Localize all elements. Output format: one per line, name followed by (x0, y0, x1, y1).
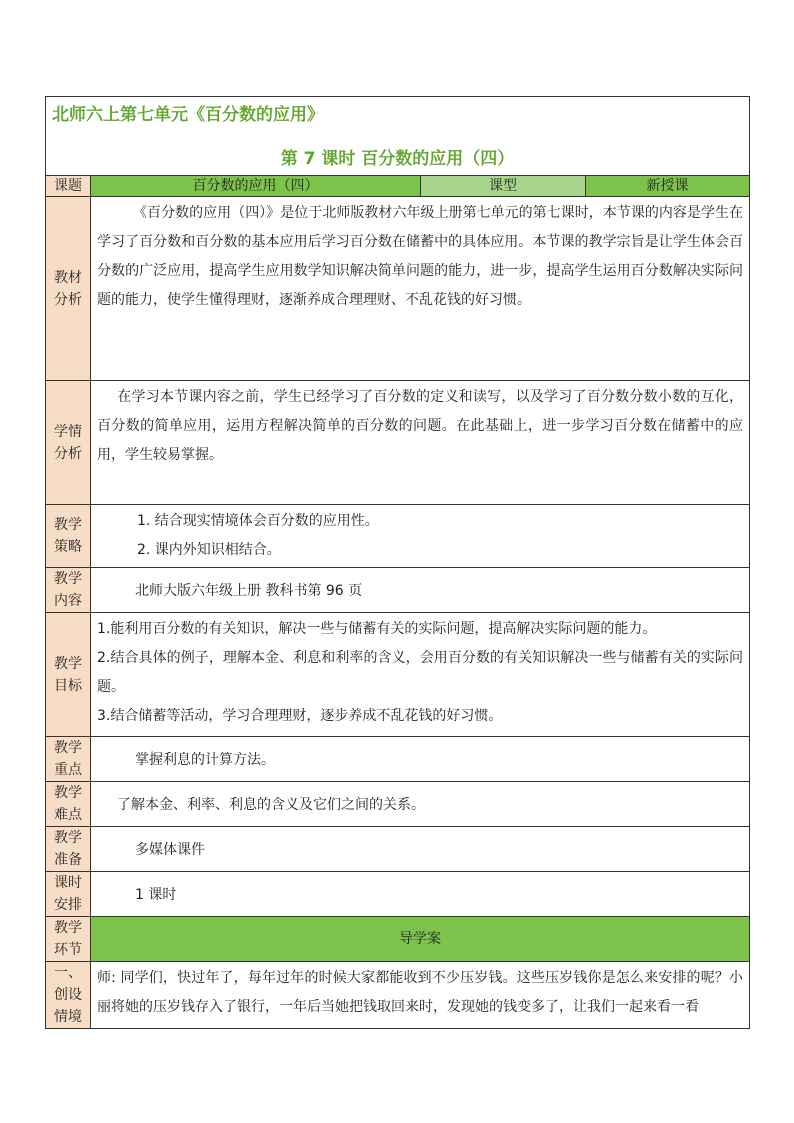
preparation-text: 多媒体课件 (135, 841, 205, 858)
strategy-row (46, 505, 750, 568)
student-analysis-label: 学情分析 (46, 381, 91, 505)
step1-row (46, 962, 750, 1029)
type-value: 新授课 (586, 176, 750, 197)
schedule-row (46, 872, 750, 917)
goals-label: 教学目标 (46, 613, 91, 737)
type-label: 课型 (421, 176, 586, 197)
lesson-title: 第 7 课时 百分数的应用（四） (280, 149, 515, 169)
textbook-analysis-label: 教材分析 (46, 197, 91, 381)
key-points-text: 掌握利息的计算方法。 (135, 751, 275, 768)
preparation-row (46, 827, 750, 872)
schedule-text: 1 课时 (135, 886, 177, 903)
goal-item: 2.结合具体的例子，理解本金、利息和利率的含义，会用百分数的有关知识解决一些与储蓄有关的实际问题。 (97, 650, 743, 695)
content-text: 北师大版六年级上册 教科书第 96 页 (135, 582, 363, 599)
process-row (46, 917, 750, 962)
topic-label: 课题 (46, 176, 91, 197)
goals-row (46, 613, 750, 737)
difficulties-label: 教学难点 (46, 782, 91, 827)
step1-label: 一、创设情境 (46, 962, 91, 1029)
goal-item: 1.能利用百分数的有关知识，解决一些与储蓄有关的实际问题，提高解决实际问题的能力。 (97, 621, 657, 637)
content-row (46, 568, 750, 613)
student-analysis-text: 在学习本节课内容之前，学生已经学习了百分数的定义和读写，以及学习了百分数分数小数的互化，百分数的简单应用，运用方程解决简单的百分数的问题。在此基础上，进一步学习百分数在储蓄中的应用，学生较易掌握。 (97, 389, 743, 463)
preparation-label: 教学准备 (46, 827, 91, 872)
step1-text: 师: 同学们，快过年了，每年过年的时候大家都能收到不少压岁钱。这些压岁钱你是怎么来安排的呢？小丽将她的压岁钱存入了银行，一年后当她把钱取回来时，发现她的钱变多了，让我们一起来看一看 (97, 970, 743, 1015)
content-label: 教学内容 (46, 568, 91, 613)
difficulties-row (46, 782, 750, 827)
schedule-label: 课时安排 (46, 872, 91, 917)
process-header: 导学案 (91, 917, 750, 962)
process-label: 教学环节 (46, 917, 91, 962)
key-points-row (46, 737, 750, 782)
textbook-analysis-row (46, 197, 750, 381)
textbook-analysis-text: 《百分数的应用（四）》是位于北师版教材六年级上册第七单元的第七课时，本节课的内容是学生在学习了百分数和百分数的基本应用后学习百分数在储蓄中的具体应用。本节课的教学宗旨是让学生体会百分数的广泛应用，提高学生应用数学知识解决简单问题的能力，进一步，提高学生运用百分数解决实际问题的能力，使学生懂得理财，逐渐养成合理理财、不乱花钱的好习惯。 (97, 205, 743, 308)
strategy-label: 教学策略 (46, 505, 91, 568)
student-analysis-row (46, 381, 750, 505)
topic-value: 百分数的应用（四） (91, 176, 421, 197)
strategy-item: 1. 结合现实情境体会百分数的应用性。 (137, 513, 379, 529)
lesson-plan-table (45, 96, 750, 1029)
lesson-plan-document (45, 96, 749, 1029)
topic-row (46, 176, 750, 197)
goal-item: 3.结合储蓄等活动，学习合理理财，逐步养成不乱花钱的好习惯。 (97, 708, 503, 724)
difficulties-text: 了解本金、利率、利息的含义及它们之间的关系。 (117, 796, 425, 813)
key-points-label: 教学重点 (46, 737, 91, 782)
unit-title: 北师六上第七单元《百分数的应用》 (52, 105, 324, 125)
strategy-item: 2. 课内外知识相结合。 (137, 542, 281, 558)
